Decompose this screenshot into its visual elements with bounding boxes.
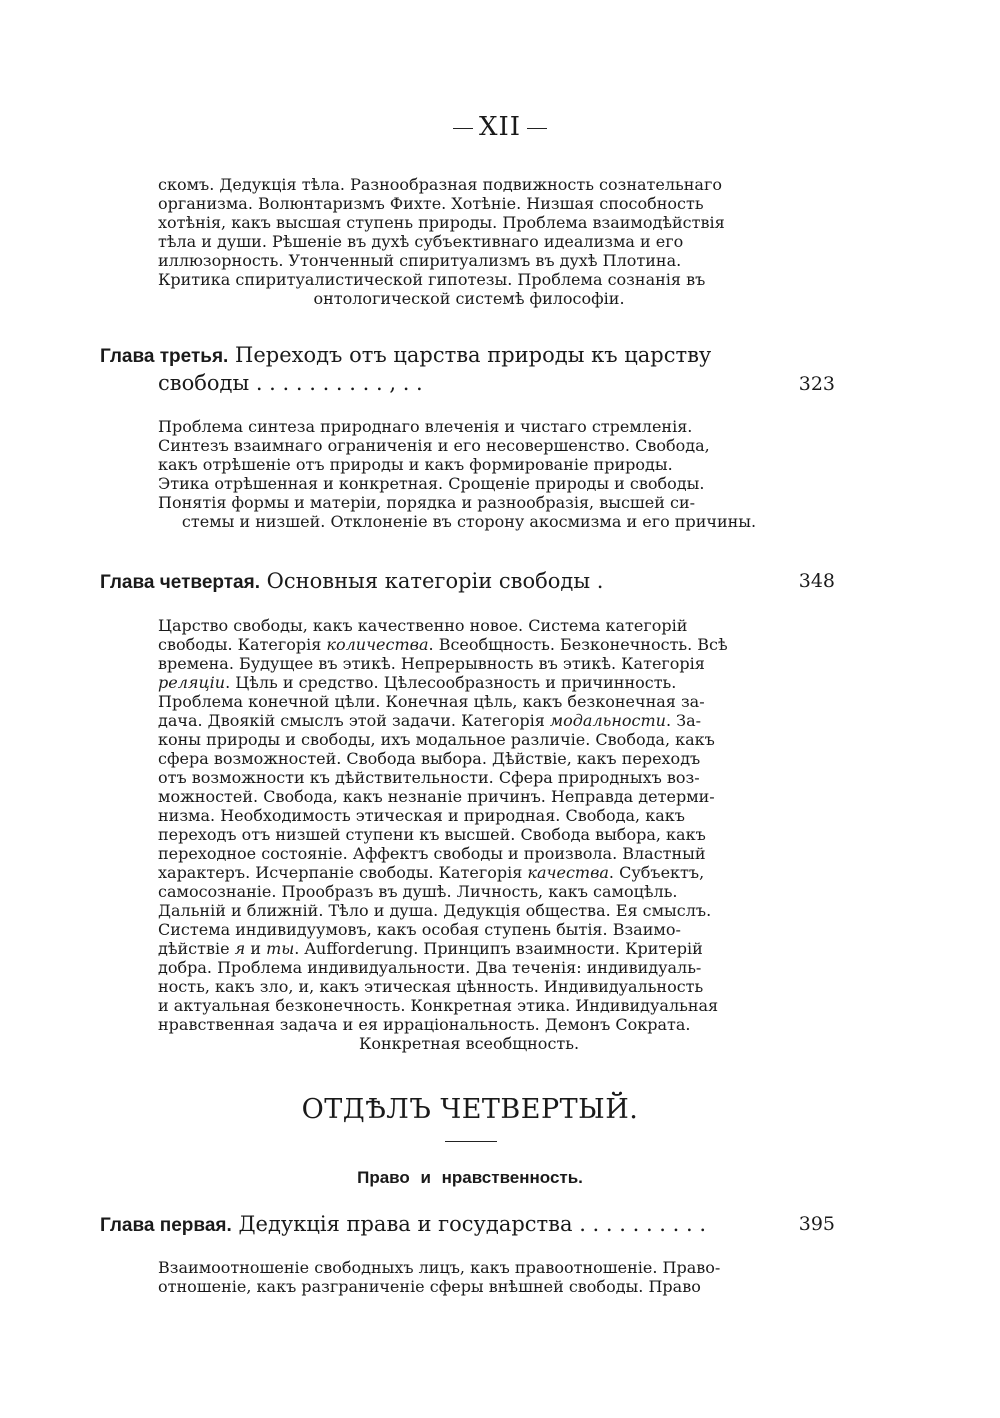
page-number: XII (0, 112, 1000, 142)
summary-line: переходное состояніе. Аффектъ свободы и произвола. Властный (158, 844, 706, 863)
summary-top (158, 175, 780, 308)
summary-line: Понятія формы и матеріи, порядка и разнообразія, высшей си- (158, 493, 696, 512)
summary-line: характеръ. Исчерпаніе свободы. Категорія качества. Субъектъ, (158, 863, 705, 882)
chapter-page: 323 (798, 373, 835, 395)
summary-line: Конкретная всеобщность. (358, 1034, 580, 1053)
summary-line: самосознаніе. Прообразъ въ душѣ. Личность, какъ самоцѣль. (158, 882, 678, 901)
chapter-page: 395 (798, 1213, 835, 1235)
summary-line: Дальній и ближній. Тѣло и душа. Дедукція общества. Ея смыслъ. (158, 901, 712, 920)
summary-line: Взаимоотношеніе свободныхъ лицъ, какъ правоотношеніе. Право- (158, 1258, 721, 1277)
part-subtitle: Право и нравственность. (357, 1168, 583, 1187)
summary-line: скомъ. Дедукція тѣла. Разнообразная подвижность сознательнаго (158, 175, 722, 194)
summary-line: Проблема синтеза природнаго влеченія и чистаго стремленія. (158, 417, 693, 436)
summary-line: нравственная задача и ея ирраціональность. Демонъ Сократа. (158, 1015, 691, 1034)
chapter-title: Переходъ отъ царства природы къ царству (235, 343, 712, 367)
summary-line: хотѣнія, какъ высшая ступень природы. Проблема взаимодѣйствія (158, 213, 725, 232)
summary-line: свободы. Категорія количества. Всеобщность. Безконечность. Всѣ (158, 635, 728, 654)
page-number-dash-left (453, 128, 473, 129)
summary-line: ность, какъ зло, и, какъ этическая цѣнность. Индивидуальность (158, 977, 704, 996)
chapter-one-entry (100, 1211, 835, 1239)
summary-line: реляціи. Цѣль и средство. Цѣлесообразность и причинность. (158, 673, 677, 692)
summary-line: Критика спиритуалистической гипотезы. Проблема сознанія въ (158, 270, 706, 289)
chapter-page: 348 (798, 570, 835, 592)
chapter-label: Глава третья. (100, 346, 229, 367)
section-divider (445, 1141, 497, 1142)
summary-line: коны природы и свободы, ихъ модальное различіе. Свобода, какъ (158, 730, 715, 749)
summary-line: дача. Двоякій смыслъ этой задачи. Категорія модальности. За- (158, 711, 702, 730)
summary-chapter-one (158, 1258, 780, 1296)
summary-line: можностей. Свобода, какъ незнаніе причинъ. Неправда детерми- (158, 787, 715, 806)
summary-line: Царство свободы, какъ качественно новое. Система категорій (158, 616, 688, 635)
summary-line: онтологической системѣ философіи. (313, 289, 625, 308)
page-number-dash-right (527, 128, 547, 129)
summary-line: стемы и низшей. Отклоненіе въ сторону акосмизма и его причины. (181, 512, 757, 531)
summary-line: отношеніе, какъ разграниченіе сферы внѣшней свободы. Право (158, 1277, 701, 1296)
summary-line: тѣла и души. Рѣшеніе въ духѣ субъективнаго идеализма и его (158, 232, 684, 251)
chapter-label: Глава четвертая. (100, 572, 260, 593)
summary-line: какъ отрѣшеніе отъ природы и какъ формированіе природы. (158, 455, 673, 474)
part-title: ОТДѢЛЪ ЧЕТВЕРТЫЙ. (301, 1094, 639, 1125)
chapter-three-entry (100, 342, 835, 397)
summary-line: сфера возможностей. Свобода выбора. Дѣйствіе, какъ переходъ (158, 749, 701, 768)
summary-line: и актуальная безконечность. Конкретная этика. Индивидуальная (158, 996, 719, 1015)
summary-line: переходъ отъ низшей ступени къ высшей. Свобода выбора, какъ (158, 825, 706, 844)
summary-line: Проблема конечной цѣли. Конечная цѣль, какъ безконечная за- (158, 692, 705, 711)
summary-line: организма. Волюнтаризмъ Фихте. Хотѣніе. Низшая способность (158, 194, 704, 213)
summary-line: низма. Необходимость этическая и природная. Свобода, какъ (158, 806, 685, 825)
summary-line: добра. Проблема индивидуальности. Два теченія: индивидуаль- (158, 958, 702, 977)
chapter-four-entry (100, 568, 835, 596)
summary-chapter-four (158, 616, 780, 1053)
summary-line: Синтезъ взаимнаго ограниченія и его несовершенство. Свобода, (158, 436, 710, 455)
chapter-title-continued: свободы . . . . . . . . . . , . . (158, 371, 423, 395)
summary-line: Система индивидуумовъ, какъ особая ступень бытія. Взаимо- (158, 920, 681, 939)
summary-line: Этика отрѣшенная и конкретная. Срощеніе природы и свободы. (158, 474, 705, 493)
chapter-title: Основныя категоріи свободы . (266, 569, 604, 593)
summary-line: времена. Будущее въ этикѣ. Непрерывность въ этикѣ. Категорія (158, 654, 705, 673)
chapter-title: Дедукція права и государства . . . . . . . . . . (238, 1212, 707, 1236)
chapter-label: Глава первая. (100, 1215, 232, 1236)
summary-line: отъ возможности къ дѣйствительности. Сфера природныхъ воз- (158, 768, 700, 787)
summary-line: дѣйствіе я и ты. Aufforderung. Принципъ взаимности. Критерій (158, 939, 703, 958)
summary-line: иллюзорность. Утонченный спиритуализмъ въ духѣ Плотина. (158, 251, 682, 270)
summary-chapter-three (158, 417, 780, 531)
